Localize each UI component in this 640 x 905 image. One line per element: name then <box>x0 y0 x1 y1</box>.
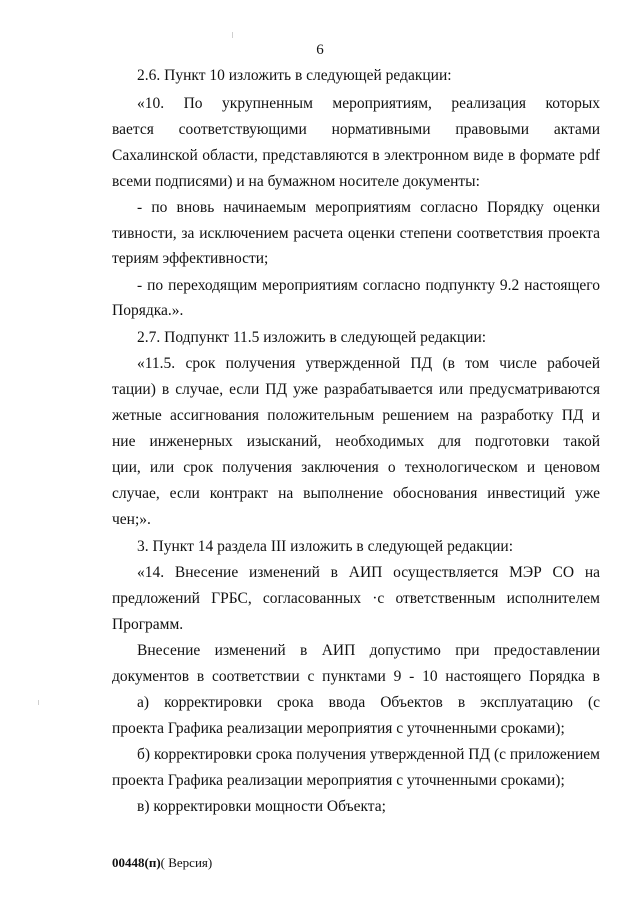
text-line: «14. Внесение изменений в АИП осуществляется МЭР СО на <box>137 564 600 581</box>
text-line: - по переходящим мероприятиям согласно подпункту 9.2 настоящего <box>137 277 600 294</box>
text-line: проекта Графика реализации мероприятия с уточненными сроками); <box>112 720 565 737</box>
scan-mark <box>232 32 233 38</box>
text-line: териям эффективности; <box>112 250 269 267</box>
text-line: документов в соответствии с пунктами 9 - 10 настоящего Порядка в <box>112 668 600 685</box>
document-version: ( Версия) <box>160 855 213 870</box>
text-line: в) корректировки мощности Объекта; <box>137 798 386 815</box>
page-number: 6 <box>316 42 324 58</box>
text-line: б) корректировки срока получения утвержденной ПД (с приложением <box>137 746 600 763</box>
text-line: ние инженерных изысканий, необходимых для подготовки такой <box>112 433 600 450</box>
text-line: тивности, за исключением расчета оценки степени соответствия проекта <box>112 225 600 242</box>
text-line: Порядка.». <box>112 302 184 319</box>
text-line: вается соответствующими нормативными правовыми актами <box>112 121 600 138</box>
text-line: - по вновь начинаемым мероприятиям согласно Порядку оценки <box>137 199 600 216</box>
text-line: «10. По укрупненным мероприятиям, реализация которых <box>137 95 600 112</box>
text-line: а) корректировки срока ввода Объектов в эксплуатацию (с <box>137 694 600 711</box>
text-line: чен;». <box>112 511 151 528</box>
document-code: 00448(п) <box>112 855 161 870</box>
text-line: случае, если контракт на выполнение обоснования инвестиций уже <box>112 485 600 502</box>
document-footer <box>112 855 212 871</box>
text-line: предложений ГРБС, согласованных ·с ответственным исполнителем <box>112 590 600 607</box>
text-line: тации) в случае, если ПД уже разрабатывается или предусматриваются <box>112 381 600 398</box>
text-line: 2.6. Пункт 10 изложить в следующей редакции: <box>137 67 452 84</box>
text-line: Программ. <box>112 616 184 633</box>
text-line: «11.5. срок получения утвержденной ПД (в том числе рабочей <box>137 355 600 372</box>
text-line: Внесение изменений в АИП допустимо при предоставлении <box>137 642 600 659</box>
text-line: 3. Пункт 14 раздела III изложить в следующей редакции: <box>137 538 514 555</box>
text-line: проекта Графика реализации мероприятия с уточненными сроками); <box>112 772 565 789</box>
text-line: Сахалинской области, представляются в электронном виде в формате pdf <box>112 147 600 164</box>
scan-mark <box>38 700 39 705</box>
text-line: ции, или срок получения заключения о технологическом и ценовом <box>112 459 600 476</box>
text-line: 2.7. Подпункт 11.5 изложить в следующей редакции: <box>137 329 487 346</box>
text-line: жетные ассигнования положительным решением на разработку ПД и <box>112 407 600 424</box>
text-line: всеми подписями) и на бумажном носителе документы: <box>112 173 480 190</box>
